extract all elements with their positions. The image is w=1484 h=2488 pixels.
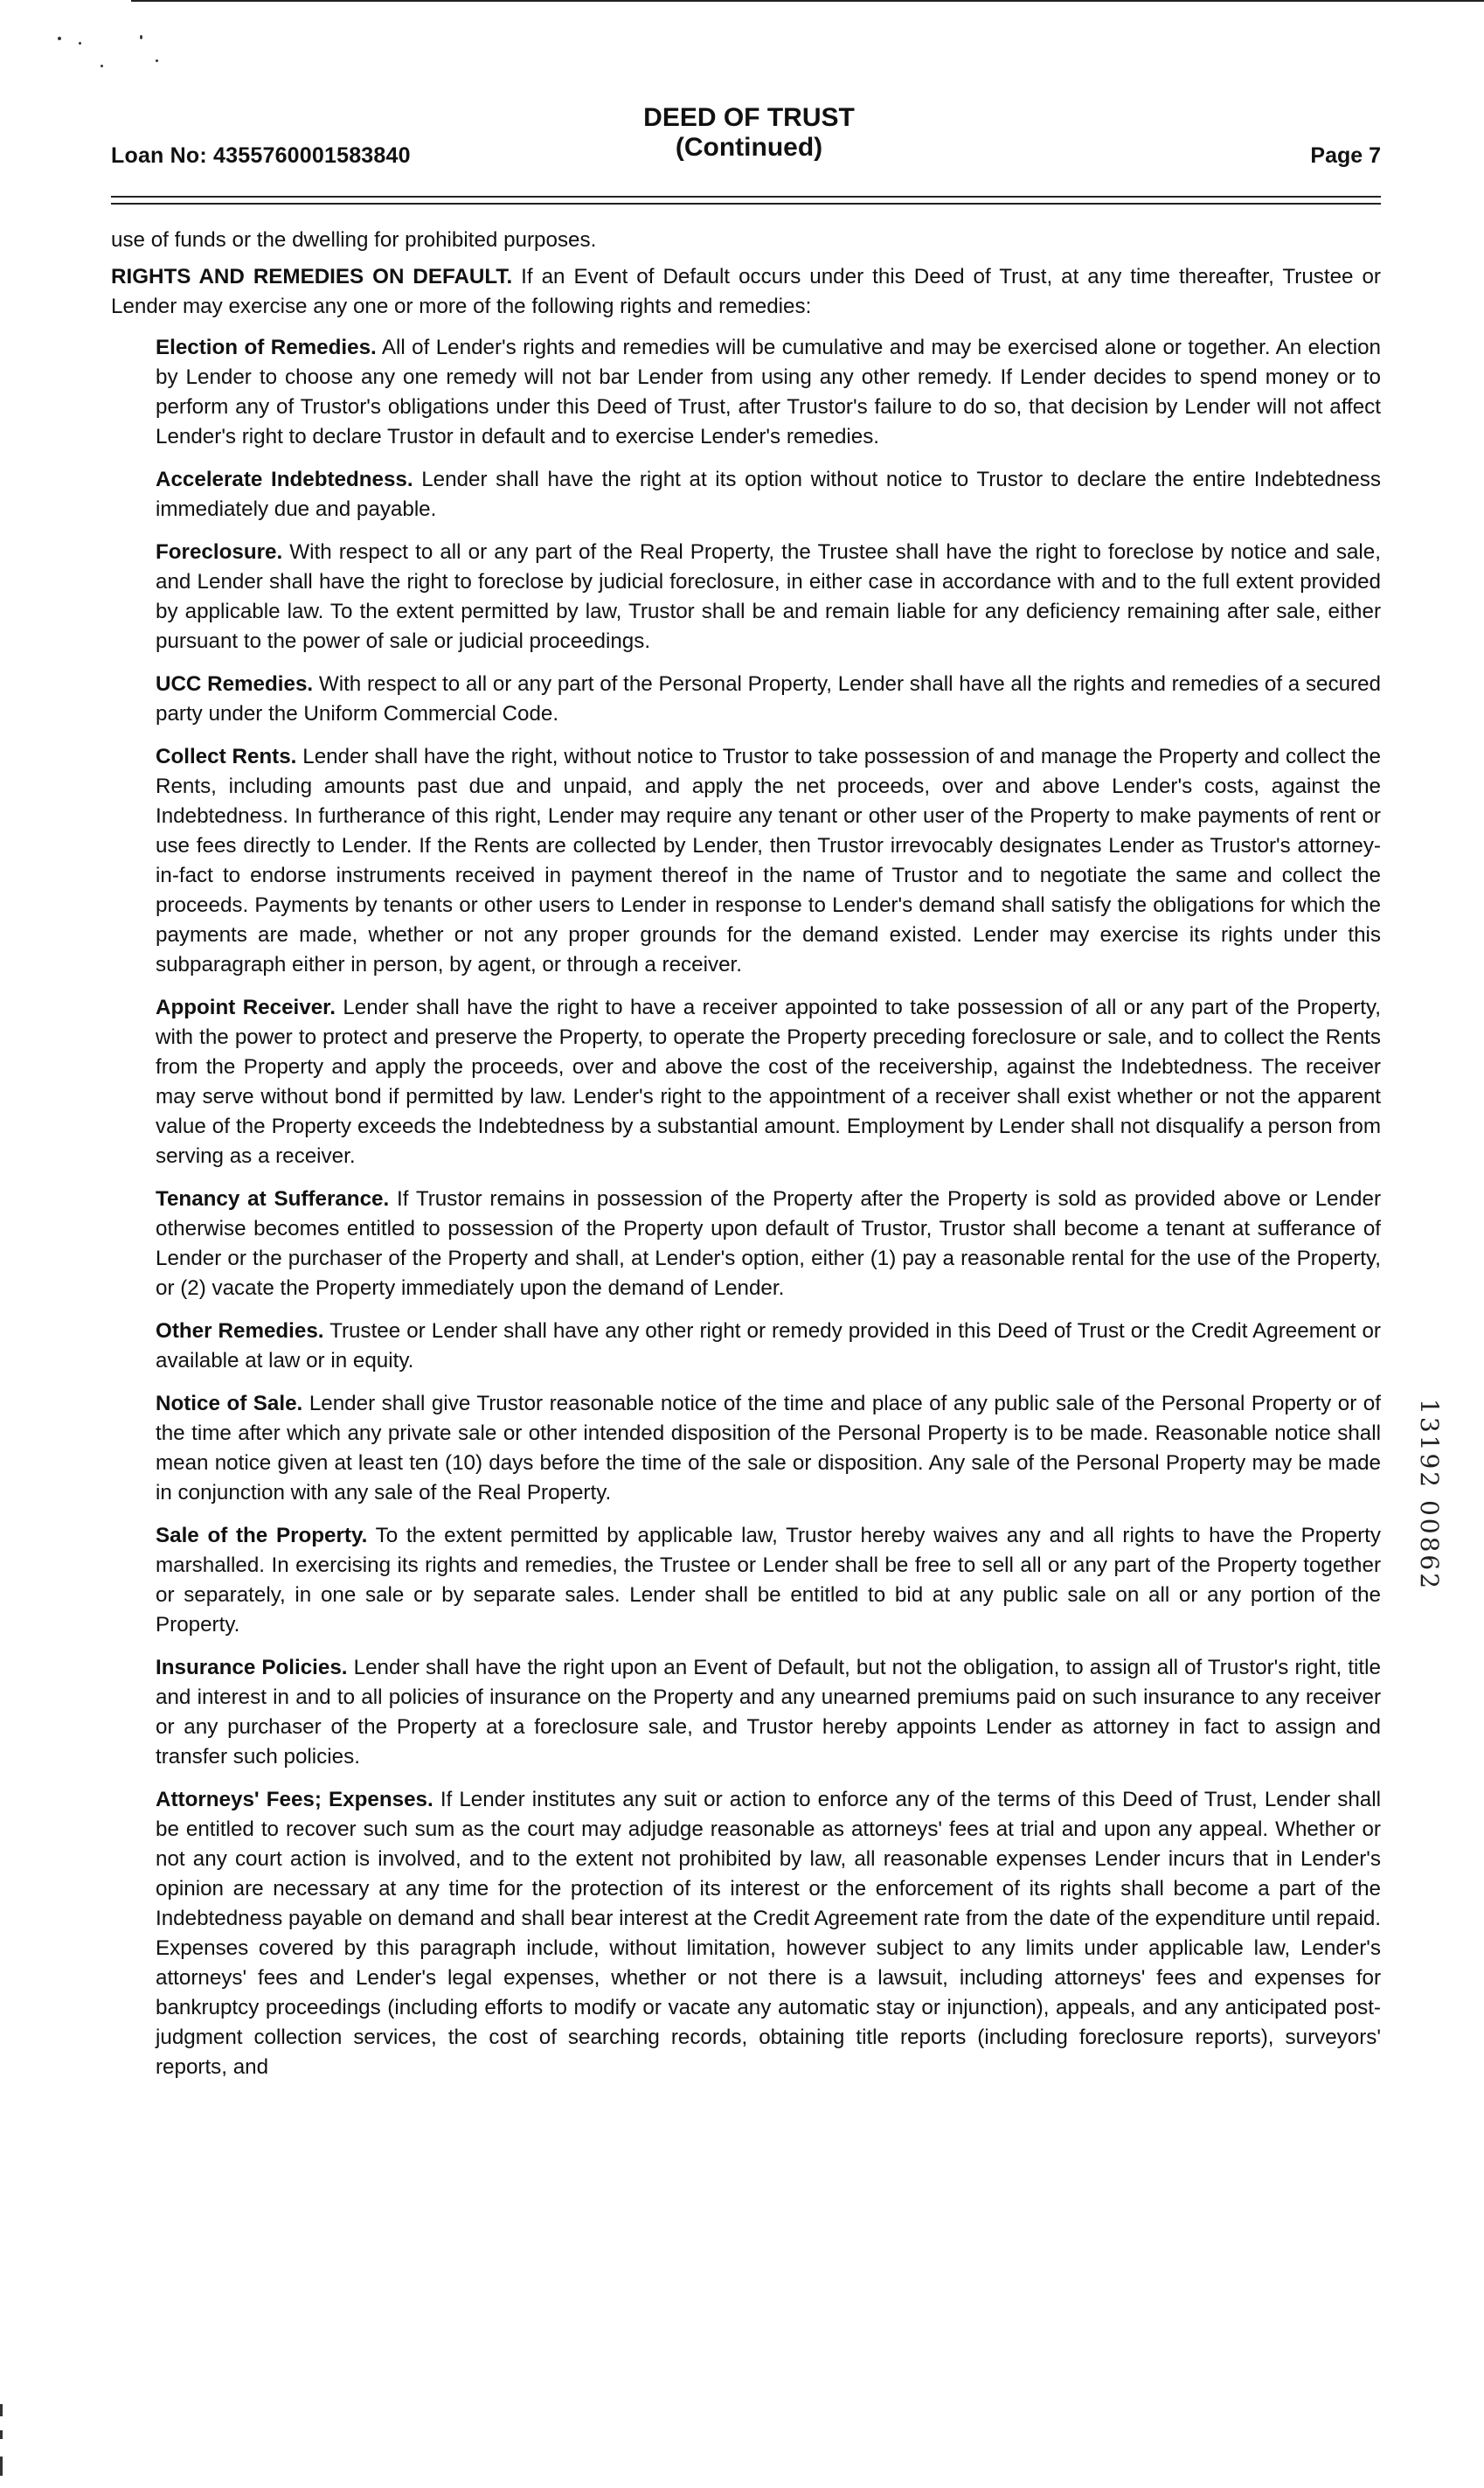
section-text: Trustee or Lender shall have any other right or remedy provided in this Deed of Trust or the Credit Agreement or available at law or in equity. [156, 1319, 1381, 1373]
section-heading: Foreclosure. [156, 540, 283, 564]
section-text: With respect to all or any part of the Real Property, the Trustee shall have the right to foreclose by notice and sale, and Lender shall have the right to foreclose by judicial foreclosure, in either case in accordance with and to the full extent provided by applicable law. To the extent permitted by law, Trustor shall be and remain liable for any deficiency remaining after sale, either pursuant to the power of sale or judicial proceedings. [156, 540, 1381, 653]
section-heading: Other Remedies. [156, 1319, 324, 1343]
section-heading: Election of Remedies. [156, 336, 377, 359]
section-text: If Trustor remains in possession of the Property after the Property is sold as provided above or Lender otherwise becomes entitled to possession of the Property upon default of Trustor, Trustor shall become a tenant at sufferance of Lender or the purchaser of the Property and shall, at Lender's option, either (1) pay a reasonable rental for the use of the Property, or (2) vacate the Property immediately upon the demand of Lender. [156, 1187, 1382, 1300]
document-body [111, 226, 1381, 2095]
header-divider [111, 196, 1381, 210]
remedies-list [156, 333, 1381, 2082]
section-heading: Accelerate Indebtedness. [156, 468, 413, 491]
section-text: To the extent permitted by applicable law, Trustor hereby waives any and all rights to have the Property marshalled. In exercising its rights and remedies, the Trustee or Lender shall be free to sell all or any part of the Property together or separately, in one sale or by separate sales. Lender shall be entitled to bid at any public sale on all or any portion of the Property. [156, 1524, 1381, 1637]
document-subtitle: (Continued) [675, 133, 823, 162]
rights-remedies-paragraph [111, 262, 1381, 322]
carryover-text: use of funds or the dwelling for prohibited purposes. [111, 228, 597, 252]
section-other-remedies [156, 1317, 1381, 1376]
section-heading: Collect Rents. [156, 745, 297, 768]
section-text: All of Lender's rights and remedies will be cumulative and may be exercised alone or together. An election by Lender to choose any one remedy will not bar Lender from using any other remedy. If Lender decides to spend money or to perform any of Trustor's obligations under this Deed of Trust, after Trustor's failure to do so, that decision by Lender will not affect Lender's right to declare Trustor in default and to exercise Lender's remedies. [156, 336, 1381, 448]
section-heading: Attorneys' Fees; Expenses. [156, 1788, 433, 1811]
top-scan-rule [131, 0, 1484, 2]
section-accelerate-indebtedness [156, 465, 1381, 525]
section-text: With respect to all or any part of the Personal Property, Lender shall have all the rights and remedies of a secured party under the Uniform Commercial Code. [156, 672, 1381, 726]
section-appoint-receiver [156, 993, 1381, 1171]
page-header [111, 98, 1381, 177]
section-heading: Sale of the Property. [156, 1524, 368, 1547]
section-text: Lender shall give Trustor reasonable notice of the time and place of any public sale of the Personal Property or of the time after which any private sale or other intended disposition of the Personal Property is to be made. Reasonable notice shall mean notice given at least ten (10) days before the time of the sale or disposition. Any sale of the Personal Property may be made in conjunction with any sale of the Real Property. [156, 1392, 1381, 1505]
section-text: If Lender institutes any suit or action to enforce any of the terms of this Deed of Trust, Lender shall be entitled to recover such sum as the court may adjudge reasonable as attorneys' fees at trial and upon any appeal. Whether or not any court action is involved, and to the extent not prohibited by law, all reasonable expenses Lender incurs that in Lender's opinion are necessary at any time for the protection of its interest or the enforcement of its rights shall become a part of the Indebtedness payable on demand and shall bear interest at the Credit Agreement rate from the date of the expenditure until repaid. Expenses covered by this paragraph include, without limitation, however subject to any limits under applicable law, Lender's attorneys' fees and Lender's legal expenses, whether or not there is a lawsuit, including attorneys' fees and expenses for bankruptcy proceedings (including efforts to modify or vacate any automatic stay or injunction), appeals, and any anticipated post-judgment collection services, the cost of searching records, obtaining title reports (including foreclosure reports), surveyors' reports, and [156, 1788, 1382, 2079]
section-text: Lender shall have the right, without notice to Trustor to take possession of and manage the Property and collect the Rents, including amounts past due and unpaid, and apply the net proceeds, over and above Lender's costs, against the Indebtedness. In furtherance of this right, Lender may require any tenant or other user of the Property to make payments of rent or use fees directly to Lender. If the Rents are collected by Lender, then Trustor irrevocably designates Lender as Trustor's attorney-in-fact to endorse instruments received in payment thereof in the name of Trustor and to negotiate the same and collect the proceeds. Payments by tenants or other users to Lender in response to Lender's demand shall satisfy the obligations for which the payments are made, whether or not any proper grounds for the demand existed. Lender may exercise its rights under this subparagraph either in person, by agent, or through a receiver. [156, 745, 1381, 976]
section-heading: Appoint Receiver. [156, 996, 336, 1019]
section-heading: UCC Remedies. [156, 672, 314, 696]
page-number: Page 7 [1310, 143, 1381, 168]
section-ucc-remedies [156, 670, 1381, 729]
recording-stamp [1414, 1399, 1463, 1644]
rights-remedies-heading: RIGHTS AND REMEDIES ON DEFAULT. [111, 265, 513, 288]
section-collect-rents [156, 742, 1381, 980]
rights-remedies-text: If an Event of Default occurs under this Deed of Trust, at any time thereafter, Trustee or Lender may exercise any one or more of the following rights and remedies: [111, 265, 1381, 318]
section-notice-of-sale [156, 1389, 1381, 1508]
section-insurance-policies [156, 1653, 1381, 1772]
section-sale-of-the-property [156, 1521, 1381, 1640]
section-text: Lender shall have the right to have a receiver appointed to take possession of all or any part of the Property, with the power to protect and preserve the Property, to operate the Property preceding foreclosure or sale, and to collect the Rents from the Property and apply the proceeds, over and above the cost of the receivership, against the Indebtedness. The receiver may serve without bond if permitted by law. Lender's right to the appointment of a receiver shall exist whether or not the apparent value of the Property exceeds the Indebtedness by a substantial amount. Employment by Lender shall not disqualify a person from serving as a receiver. [156, 996, 1381, 1168]
scan-specks [52, 26, 192, 79]
section-heading: Insurance Policies. [156, 1656, 348, 1679]
scan-edge-marks [0, 2404, 5, 2483]
section-foreclosure [156, 538, 1381, 657]
section-text: Lender shall have the right at its option without notice to Trustor to declare the entire Indebtedness immediately due and payable. [156, 468, 1381, 521]
section-heading: Notice of Sale. [156, 1392, 303, 1415]
recording-stamp-text: 13192 00862 [1415, 1399, 1444, 1592]
section-heading: Tenancy at Sufferance. [156, 1187, 390, 1211]
header-rule-bottom [111, 203, 1381, 205]
document-title-block [548, 103, 950, 163]
document-title: DEED OF TRUST [643, 103, 855, 132]
section-text: Lender shall have the right upon an Event of Default, but not the obligation, to assign all of Trustor's right, title and interest in and to all policies of insurance on the Property and any unearned premiums paid on such insurance to any receiver or any purchaser of the Property at a foreclosure sale, and Trustor hereby appoints Lender as attorney in fact to assign and transfer such policies. [156, 1656, 1381, 1769]
section-tenancy-at-sufferance [156, 1185, 1381, 1303]
header-rule-top [111, 196, 1381, 198]
section-attorneys-fees-expenses [156, 1785, 1381, 2082]
loan-number: Loan No: 4355760001583840 [111, 143, 411, 168]
section-election-of-remedies [156, 333, 1381, 452]
